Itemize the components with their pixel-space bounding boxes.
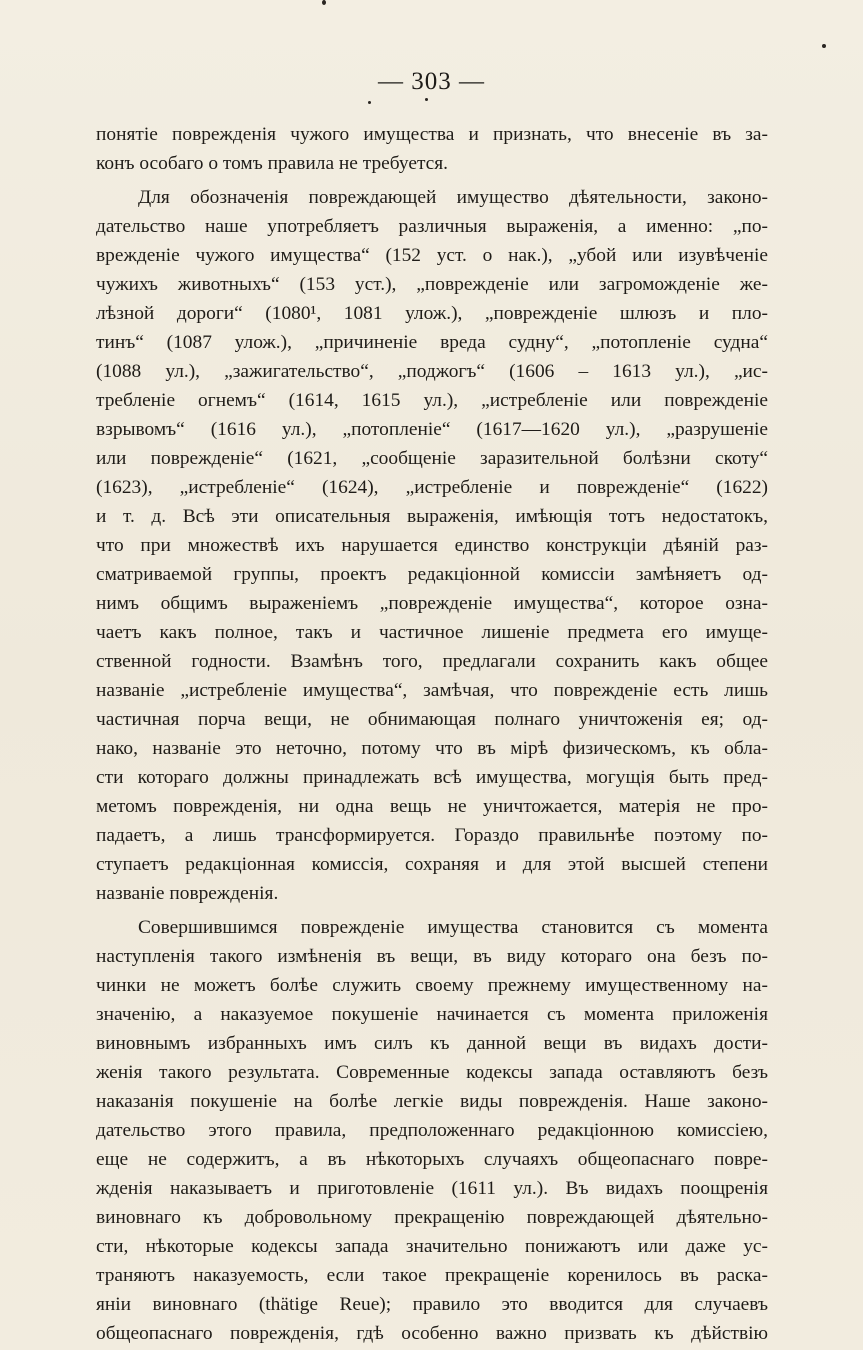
text-line: что при множествѣ ихъ нарушается единство конструкціи дѣяній раз- bbox=[96, 535, 768, 556]
text-line: нако, названіе это неточно, потому что въ мірѣ физическомъ, къ обла- bbox=[96, 738, 768, 759]
text-line: названіе „истребленіе имущества“, замѣчая, что поврежденіе есть лишь bbox=[96, 680, 768, 701]
page-text bbox=[96, 120, 768, 1348]
page-number: — 303 — bbox=[378, 68, 485, 95]
text-line: частичная порча вещи, не обнимающая полнаго уничтоженія ея; од- bbox=[96, 709, 768, 730]
text-line: чужихъ животныхъ“ (153 уст.), „поврежденіе или загроможденіе же- bbox=[96, 274, 768, 295]
text-line: значенію, а наказуемое покушеніе начинается съ момента приложенія bbox=[96, 1004, 768, 1025]
text-line: лѣзной дороги“ (1080¹, 1081 улож.), „поврежденіе шлюзъ и пло- bbox=[96, 303, 768, 324]
text-line: чинки не можетъ болѣе служить своему прежнему имущественному на- bbox=[96, 975, 768, 996]
text-line: названіе поврежденія. bbox=[96, 883, 279, 904]
text-line: женія такого результата. Современные кодексы запада оставляютъ безъ bbox=[96, 1062, 768, 1083]
text-line: жденія наказываетъ и приготовленіе (1611 ул.). Въ видахъ поощренія bbox=[96, 1178, 768, 1199]
text-line: наказанія покушеніе на болѣе легкіе виды поврежденія. Наше законо- bbox=[96, 1091, 768, 1112]
paragraph-1 bbox=[96, 120, 768, 178]
text-line: сматриваемой группы, проектъ редакціонной комиссіи замѣняетъ од- bbox=[96, 564, 768, 585]
text-line: дательство этого правила, предположеннаго редакціонною комиссіею, bbox=[96, 1120, 768, 1141]
text-line: еще не содержитъ, а въ нѣкоторыхъ случаяхъ общеопаснаго повре- bbox=[96, 1149, 768, 1170]
text-line: требленіе огнемъ“ (1614, 1615 ул.), „истребленіе или поврежденіе bbox=[96, 390, 768, 411]
text-line: виновнымъ избранныхъ имъ силъ къ данной вещи въ видахъ дости- bbox=[96, 1033, 768, 1054]
text-line: Совершившимся поврежденіе имущества становится съ момента bbox=[138, 917, 768, 938]
text-line: сти котораго должны принадлежать всѣ имущества, могущія быть пред- bbox=[96, 767, 768, 788]
text-line: ственной годности. Взамѣнъ того, предлагали сохранить какъ общее bbox=[96, 651, 768, 672]
text-line: врежденіе чужого имущества“ (152 уст. о нак.), „убой или изувѣченіе bbox=[96, 245, 768, 266]
text-line: чаетъ какъ полное, такъ и частичное лишеніе предмета его имуще- bbox=[96, 622, 768, 643]
text-line: понятіе поврежденія чужого имущества и признать, что внесеніе въ за- bbox=[96, 124, 768, 145]
text-line: нимъ общимъ выраженіемъ „поврежденіе имущества“, которое озна- bbox=[96, 593, 768, 614]
paragraph-3 bbox=[96, 913, 768, 1348]
text-line: и т. д. Всѣ эти описательныя выраженія, имѣющія тотъ недостатокъ, bbox=[96, 506, 768, 527]
text-line: яніи виновнаго (thätige Reue); правило это вводится для случаевъ bbox=[96, 1294, 768, 1315]
text-line: виновнаго къ добровольному прекращенію повреждающей дѣятельно- bbox=[96, 1207, 768, 1228]
text-line: наступленія такого измѣненія въ вещи, въ виду котораго она безъ по- bbox=[96, 946, 768, 967]
text-line: ступаетъ редакціонная комиссія, сохраняя и для этой высшей степени bbox=[96, 854, 768, 875]
text-line: (1088 ул.), „зажигательство“, „поджогъ“ (1606 – 1613 ул.), „ис- bbox=[96, 361, 768, 382]
text-line: падаетъ, а лишь трансформируется. Гораздо правильнѣе поэтому по- bbox=[96, 825, 768, 846]
text-line: метомъ поврежденія, ни одна вещь не уничтожается, матерія не про- bbox=[96, 796, 768, 817]
text-line: тинъ“ (1087 улож.), „причиненіе вреда судну“, „потопленіе судна“ bbox=[96, 332, 768, 353]
text-line: Для обозначенія повреждающей имущество дѣятельности, законо- bbox=[138, 187, 768, 208]
text-line: взрывомъ“ (1616 ул.), „потопленіе“ (1617—1620 ул.), „разрушеніе bbox=[96, 419, 768, 440]
text-line: дательство наше употребляетъ различныя выраженія, а именно: „по- bbox=[96, 216, 768, 237]
text-line: общеопаснаго поврежденія, гдѣ особенно важно призвать къ дѣйствію bbox=[96, 1323, 768, 1344]
text-line: траняютъ наказуемость, если такое прекращеніе коренилось въ раска- bbox=[96, 1265, 768, 1286]
text-line: (1623), „истребленіе“ (1624), „истребленіе и поврежденіе“ (1622) bbox=[96, 477, 768, 498]
paragraph-2 bbox=[96, 183, 768, 908]
text-line: или поврежденіе“ (1621, „сообщеніе заразительной болѣзни скоту“ bbox=[96, 448, 768, 469]
text-line: конъ особаго о томъ правила не требуется. bbox=[96, 153, 449, 174]
text-line: сти, нѣкоторые кодексы запада значительно понижаютъ или даже ус- bbox=[96, 1236, 768, 1257]
